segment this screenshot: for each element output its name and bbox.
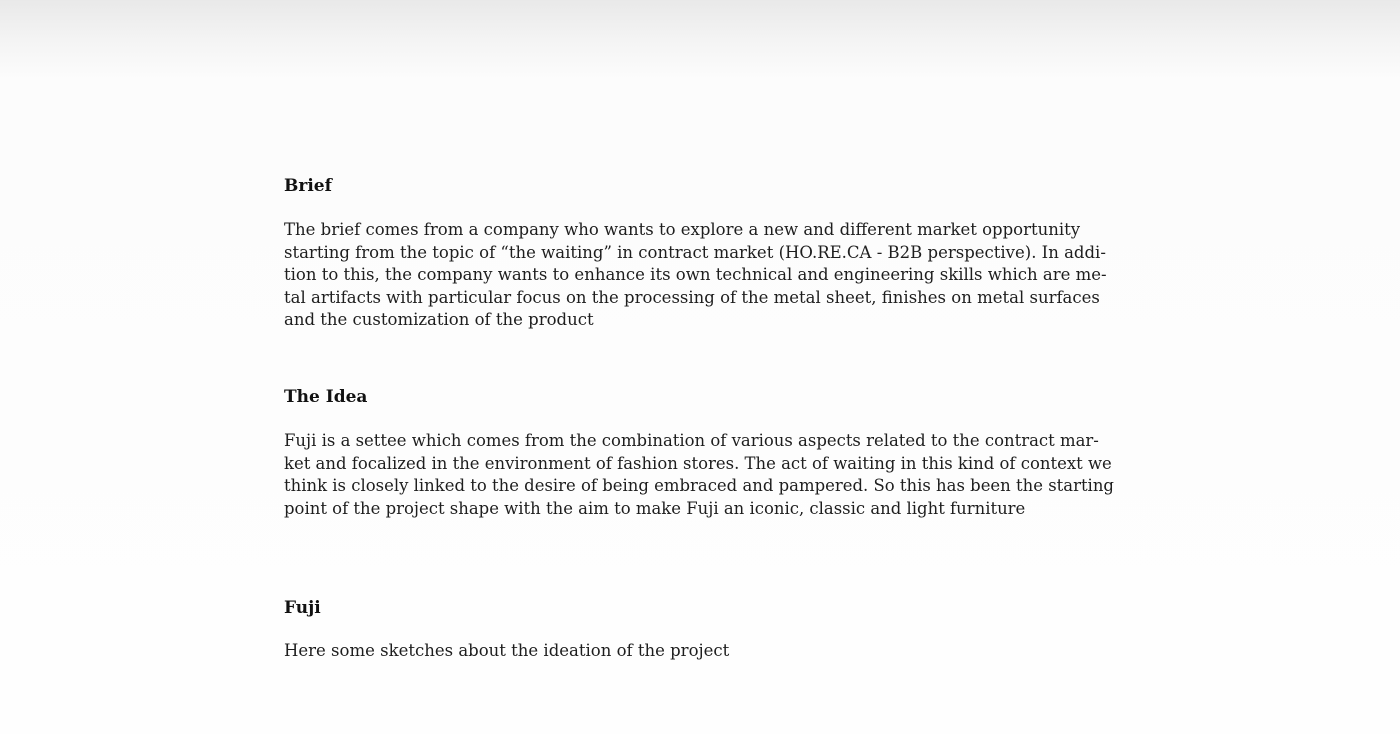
paragraph-line: think is closely linked to the desire of being embraced and pampered. So this has been the starting: [284, 476, 1114, 495]
section-paragraph-the-idea: [284, 430, 1116, 520]
section-heading-brief: Brief: [284, 176, 332, 196]
paragraph-line: tal artifacts with particular focus on the processing of the metal sheet, finishes on metal surfaces: [284, 287, 1100, 307]
paragraph-line: and the customization of the product: [284, 310, 594, 329]
paragraph-line: starting from the topic of “the waiting” in contract market (HO.RE.CA - B2B perspective). In addi-: [284, 242, 1106, 262]
paragraph-line: Here some sketches about the ideation of the project: [284, 641, 730, 660]
section-paragraph-brief: [284, 219, 1107, 332]
paragraph-line: ket and focalized in the environment of fashion stores. The act of waiting in this kind of context we: [284, 453, 1112, 473]
section-paragraph-fuji: [284, 640, 729, 663]
paragraph-line: point of the project shape with the aim to make Fuji an iconic, classic and light furniture: [284, 498, 1026, 518]
section-heading-the-idea: The Idea: [284, 387, 368, 407]
paragraph-line: tion to this, the company wants to enhance its own technical and engineering skills which are me-: [284, 265, 1107, 284]
paragraph-line: Fuji is a settee which comes from the combination of various aspects related to the contract mar-: [284, 431, 1099, 450]
section-heading-fuji: Fuji: [284, 598, 321, 618]
paragraph-line: The brief comes from a company who wants to explore a new and different market opportunity: [284, 220, 1081, 239]
